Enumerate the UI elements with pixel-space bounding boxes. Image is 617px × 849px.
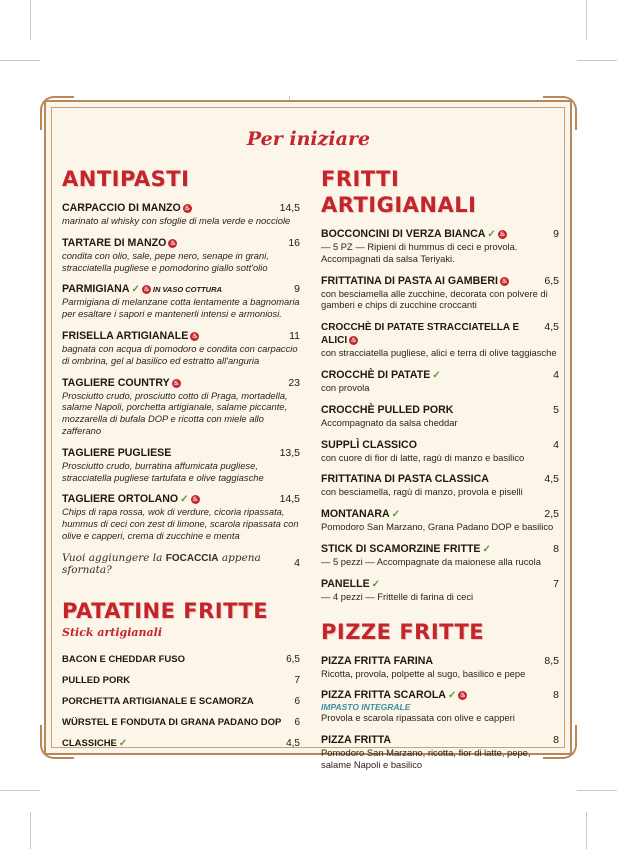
item-desc: Accompagnato da salsa cheddar [321,416,458,428]
menu-item [321,655,559,680]
page-title: Per iniziare [246,128,371,150]
item-desc: Ricotta, provola, polpette al sugo, basilico e pepe [321,667,526,679]
item-price: 8,5 [544,654,559,667]
left-column [62,166,300,750]
item-price: 4,5 [544,321,559,334]
focaccia-price: 4 [294,557,300,570]
item-price: 6 [294,716,300,728]
menu-item [62,674,300,687]
menu-item [321,369,559,394]
item-name: TAGLIERE ORTOLANO [62,493,179,506]
menu-item [321,473,559,498]
item-price: 11 [289,329,300,342]
item-price: 13,5 [279,446,300,459]
item-desc: con besciamella, ragù di manzo, provola e piselli [321,486,523,498]
focaccia-bold: FOCACCIA [165,552,219,564]
leaf-icon: ✓ [487,229,496,240]
item-name: STICK DI SCAMORZINE FRITTE [321,542,481,555]
chili-icon: ♨ [143,286,150,294]
section-title-fritti: FRITTI ARTIGIANALI [321,167,477,217]
item-desc: con provola [321,381,370,393]
item-price: 9 [294,283,300,296]
item-desc: Parmigiana di melanzane cotta lentamente a bagnomaria per esaltare i sapori e mantenerli intensi e armoniosi. [62,296,300,320]
item-name: PIZZA FRITTA FARINA [321,654,434,667]
item-name: CROCCHÈ DI PATATE STRACCIATELLA E ALICI [321,322,520,347]
leaf-icon: ✓ [180,494,189,506]
item-name: PIZZA FRITTA SCAROLA [321,689,446,702]
menu-item [62,237,300,274]
item-price: 8 [553,542,559,555]
leaf-icon: ✓ [482,543,491,555]
item-tag: IN VASO COTTURA [152,285,222,295]
leaf-icon: ✓ [371,578,381,590]
item-desc: con besciamella alle zucchine, decorata con polvere di gamberi e chips di zucchine croccanti [321,287,548,311]
crop-mark [30,812,31,849]
menu-item [62,377,300,437]
item-price: 16 [288,236,300,249]
item-desc: Chips di rapa rossa, wok di verdure, cicoria ripassata, hummus di ceci con zest di limone, scarola ripassata con olive e capperi, crema di zucchine e menta [62,506,299,541]
item-name: PANELLE [321,577,370,590]
crop-mark [30,0,31,40]
item-name: MONTANARA [321,508,390,521]
item-price: 5 [553,403,559,416]
chili-icon: ♨ [169,239,176,247]
menu-item [62,716,300,729]
section-subtitle-patatine: Stick artigianali [62,625,163,639]
item-name: PULLED PORK [62,674,131,686]
chili-icon: ♨ [459,692,466,700]
item-desc: Provola e scarola ripassata con olive e capperi [321,712,515,724]
item-name: FRITTATINA DI PASTA AI GAMBERI [321,274,498,287]
section-title-antipasti: ANTIPASTI [62,167,190,191]
crop-mark [577,60,617,61]
item-desc: con cuore di fior di latte, ragù di manzo e basilico [321,451,525,463]
item-name: BACON E CHEDDAR FUSO [62,653,185,665]
item-price: 2,5 [544,508,559,521]
item-name: FRISELLA ARTIGIANALE [62,329,189,342]
menu-item [321,404,559,429]
crop-mark [0,60,40,61]
leaf-icon: ✓ [432,369,441,381]
menu-item [321,543,559,568]
leaf-icon: ✓ [131,284,140,296]
menu-item [321,689,559,724]
chili-icon: ♨ [192,496,198,504]
crop-mark [586,0,587,40]
item-tag: IMPASTO INTEGRALE [321,702,411,713]
menu-item [321,228,559,265]
menu-item [321,321,559,359]
item-name: SUPPLÌ CLASSICO [321,438,417,451]
menu-item [62,737,300,750]
menu-item [62,283,300,320]
corner-ornament [543,96,577,130]
item-desc: Prosciutto crudo, burratina affumicata pugliese, stracciatella pugliese tartufata e olive taggiasche [62,459,264,483]
item-price: 4 [553,438,559,451]
menu-item [62,202,300,227]
item-desc: — 5 PZ — Ripieni di hummus di ceci e provola. Accompagnati da salsa Teriyaki. [321,241,518,264]
item-name: WÜRSTEL E FONDUTA DI GRANA PADANO DOP [62,716,282,728]
menu-item [321,734,559,771]
leaf-icon: ✓ [118,737,128,749]
menu-item [321,508,559,533]
item-name: FRITTATINA DI PASTA CLASSICA [321,473,489,486]
chili-icon: ♨ [501,277,508,285]
item-price: 7 [294,674,300,686]
menu-item [321,439,559,464]
item-desc: Pomodoro San Marzano, Grana Padano DOP e basilico [321,521,554,533]
focaccia-addon [62,552,300,576]
item-name: CLASSICHE [62,737,117,749]
menu-item [62,653,300,666]
chili-icon: ♨ [499,231,506,238]
section-title-patatine: PATATINE FRITTE [62,598,269,623]
item-name: PORCHETTA ARTIGIANALE E SCAMORZA [62,695,254,707]
item-desc: condita con olio, sale, pepe nero, senape in grani, stracciatella pugliese e pomodorino giallo sott'olio [62,249,269,273]
item-desc: — 5 pezzi — Accompagnate da maionese alla rucola [321,555,541,567]
item-price: 6,5 [544,274,559,287]
menu-item [62,330,300,367]
item-name: CROCCHÈ PULLED PORK [321,403,454,416]
item-price: 4 [553,368,559,381]
item-price: 7 [553,577,559,590]
chili-icon: ♨ [350,337,357,345]
item-desc: — 4 pezzi — Frittelle di farina di ceci [321,590,474,602]
item-price: 8 [553,734,559,747]
item-name: PARMIGIANA [62,283,130,296]
item-desc: bagnata con acqua di pomodoro e condita con carpaccio di ombrina, gel al basilico ed estratto all'anguria [62,342,298,366]
item-name: CROCCHÈ DI PATATE [321,368,431,381]
corner-ornament [40,96,74,130]
crop-mark [577,790,617,791]
chili-icon: ♨ [184,205,191,212]
menu-item [62,695,300,708]
crop-mark [0,790,40,791]
item-name: PIZZA FRITTA [321,734,392,747]
section-title-pizze: PIZZE FRITTE [321,619,485,644]
menu-item [321,275,559,312]
menu-item [62,493,300,541]
item-price: 23 [288,376,300,389]
item-name: BOCCONCINI DI VERZA BIANCA [321,228,486,240]
item-name: CARPACCIO DI MANZO [62,202,181,214]
item-name: TAGLIERE COUNTRY [62,376,170,389]
item-desc: Pomodoro San Marzano, ricotta, fior di latte, pepe, salame Napoli e basilico [321,747,531,770]
item-desc: con stracciatella pugliese, alici e terra di olive taggiasche [321,347,557,359]
focaccia-text-after: appena sfornata? [62,551,261,576]
right-column [321,166,559,771]
focaccia-text-before: Vuoi aggiungere la [62,551,166,564]
item-name: TAGLIERE PUGLIESE [62,446,172,459]
item-price: 4,5 [286,737,300,749]
menu-item [321,578,559,603]
item-desc: marinato al whisky con sfoglie di mela verde e nocciole [62,215,291,226]
item-name: TARTARE DI MANZO [62,236,167,249]
item-price: 8 [553,689,559,702]
chili-icon: ♨ [173,379,180,387]
item-price: 14,5 [279,202,300,214]
item-price: 14,5 [279,493,300,506]
leaf-icon: ✓ [447,690,457,702]
crop-mark [586,812,587,849]
menu-item [62,447,300,484]
item-price: 4,5 [544,473,559,486]
item-price: 9 [553,228,559,240]
item-desc: Prosciutto crudo, prosciutto cotto di Praga, mortadella, salame Napoli, porchetta artigianale, salame piccante, mozzarella di bufala DOP e ricotta con miele allo zafferano [62,389,288,436]
chili-icon: ♨ [191,332,198,340]
leaf-icon: ✓ [391,509,401,521]
item-price: 6,5 [286,653,300,665]
item-price: 6 [294,695,300,707]
